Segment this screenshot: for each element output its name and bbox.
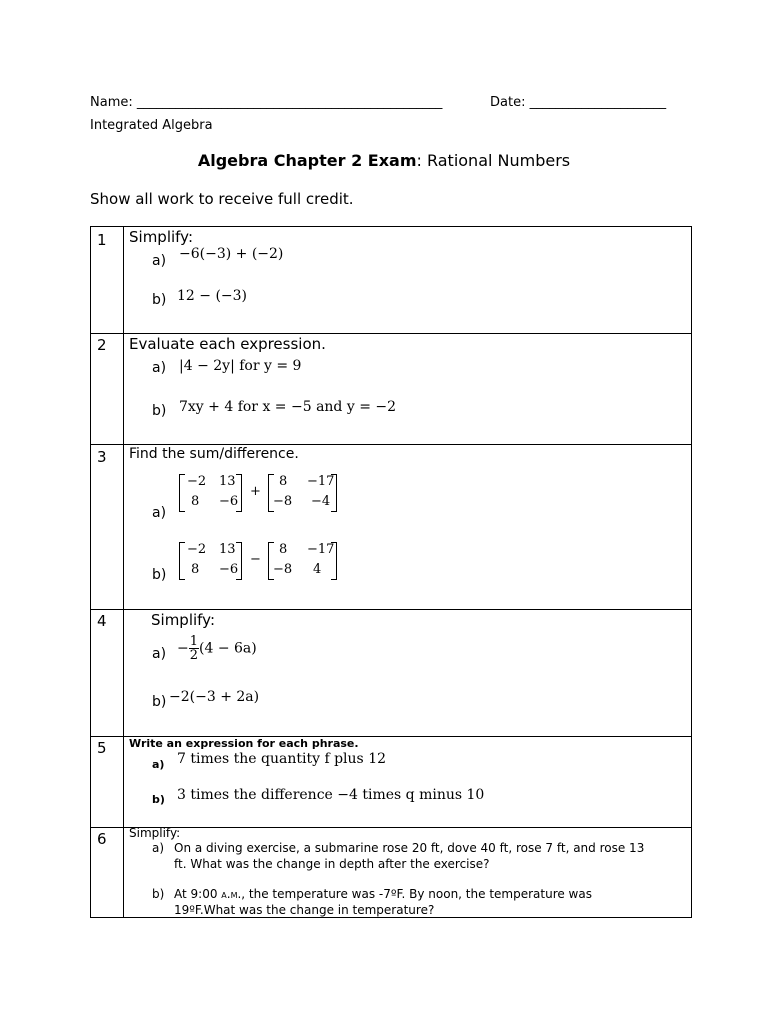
question-prompt: Find the sum/difference.	[129, 446, 299, 462]
math-sign: −	[177, 640, 189, 657]
part-label: a)	[152, 646, 167, 662]
matrix-cell: −2	[187, 474, 207, 489]
question-number: 4	[97, 612, 107, 630]
question-number: 6	[97, 830, 107, 848]
part-label: a)	[152, 360, 167, 376]
question-number: 3	[97, 448, 107, 466]
time-suffix: a.m.	[221, 887, 242, 901]
bracket-right	[236, 474, 242, 512]
date-line: Date: _____________________	[490, 95, 667, 110]
instructions: Show all work to receive full credit.	[90, 190, 354, 208]
matrix-cell: −8	[273, 494, 293, 509]
question-prompt: Evaluate each expression.	[129, 335, 326, 353]
matrix-cell: 8	[191, 494, 200, 509]
part-label: a)	[152, 505, 167, 521]
text-segment: At 9:00	[174, 887, 222, 901]
math-expression: 12 − (−3)	[177, 288, 248, 304]
part-label: b)	[152, 793, 165, 806]
math-expression: −2(−3 + 2a)	[169, 689, 260, 705]
part-label: b)	[152, 887, 165, 901]
part-label: b)	[152, 694, 167, 710]
matrix-cell: 13	[219, 542, 236, 557]
row-divider	[91, 827, 691, 828]
question-prompt: Simplify:	[129, 826, 181, 840]
matrix-expression	[179, 540, 349, 582]
row-divider	[91, 444, 691, 445]
word-problem-line: On a diving exercise, a submarine rose 20 ft, dove 40 ft, rose 7 ft, and rose 13	[174, 841, 645, 855]
matrix-cell: 4	[313, 562, 322, 577]
question-number: 2	[97, 336, 107, 354]
fraction	[189, 635, 199, 662]
math-expression: 3 times the difference −4 times q minus 10	[177, 787, 485, 803]
matrix-operator: +	[250, 484, 261, 499]
bracket-left	[179, 542, 185, 580]
column-divider	[123, 227, 124, 917]
matrix-expression	[179, 472, 349, 514]
question-number: 5	[97, 739, 107, 757]
matrix-cell: −4	[311, 494, 331, 509]
part-label: b)	[152, 403, 167, 419]
text-segment: , the temperature was -7ºF. By noon, the temperature was	[241, 887, 592, 901]
part-label: b)	[152, 292, 167, 308]
exam-title-bold: Algebra Chapter 2 Exam	[197, 151, 417, 170]
math-rest: (4 − 6a)	[199, 640, 257, 657]
question-table	[90, 226, 692, 918]
fraction-numerator: 1	[189, 634, 199, 649]
matrix-cell: −2	[187, 542, 207, 557]
matrix-cell: 8	[191, 562, 200, 577]
matrix-cell: −8	[273, 562, 293, 577]
math-expression: −6(−3) + (−2)	[179, 246, 284, 262]
word-problem-line: ft. What was the change in depth after the exercise?	[174, 857, 490, 871]
part-label: b)	[152, 567, 167, 583]
name-line: Name: _______________________________________________	[90, 95, 443, 110]
matrix-cell: −6	[219, 494, 239, 509]
matrix-operator: −	[250, 552, 261, 567]
question-prompt: Simplify:	[151, 611, 216, 629]
bracket-right	[331, 542, 337, 580]
math-expression	[177, 635, 257, 662]
exam-title	[0, 151, 768, 170]
word-problem-line: 19ºF.What was the change in temperature?	[174, 903, 435, 917]
bracket-left	[179, 474, 185, 512]
matrix-cell: 8	[279, 474, 288, 489]
part-label: a)	[152, 758, 165, 771]
part-label: a)	[152, 253, 167, 269]
matrix-cell: 13	[219, 474, 236, 489]
matrix-cell: −6	[219, 562, 239, 577]
bracket-right	[331, 474, 337, 512]
math-expression: 7xy + 4 for x = −5 and y = −2	[179, 399, 397, 415]
part-label: a)	[152, 841, 165, 855]
math-expression: |4 − 2y| for y = 9	[179, 358, 302, 374]
math-expression: 7 times the quantity f plus 12	[177, 751, 387, 767]
row-divider	[91, 333, 691, 334]
fraction-denominator: 2	[189, 648, 199, 663]
matrix-cell: −17	[307, 542, 335, 557]
row-divider	[91, 609, 691, 610]
matrix-cell: −17	[307, 474, 335, 489]
matrix-cell: 8	[279, 542, 288, 557]
question-number: 1	[97, 231, 107, 249]
exam-title-rest: : Rational Numbers	[416, 151, 571, 170]
question-prompt: Simplify:	[129, 228, 194, 246]
question-prompt: Write an expression for each phrase.	[129, 737, 359, 750]
word-problem-line	[174, 887, 592, 901]
bracket-right	[236, 542, 242, 580]
course-name: Integrated Algebra	[90, 118, 213, 133]
